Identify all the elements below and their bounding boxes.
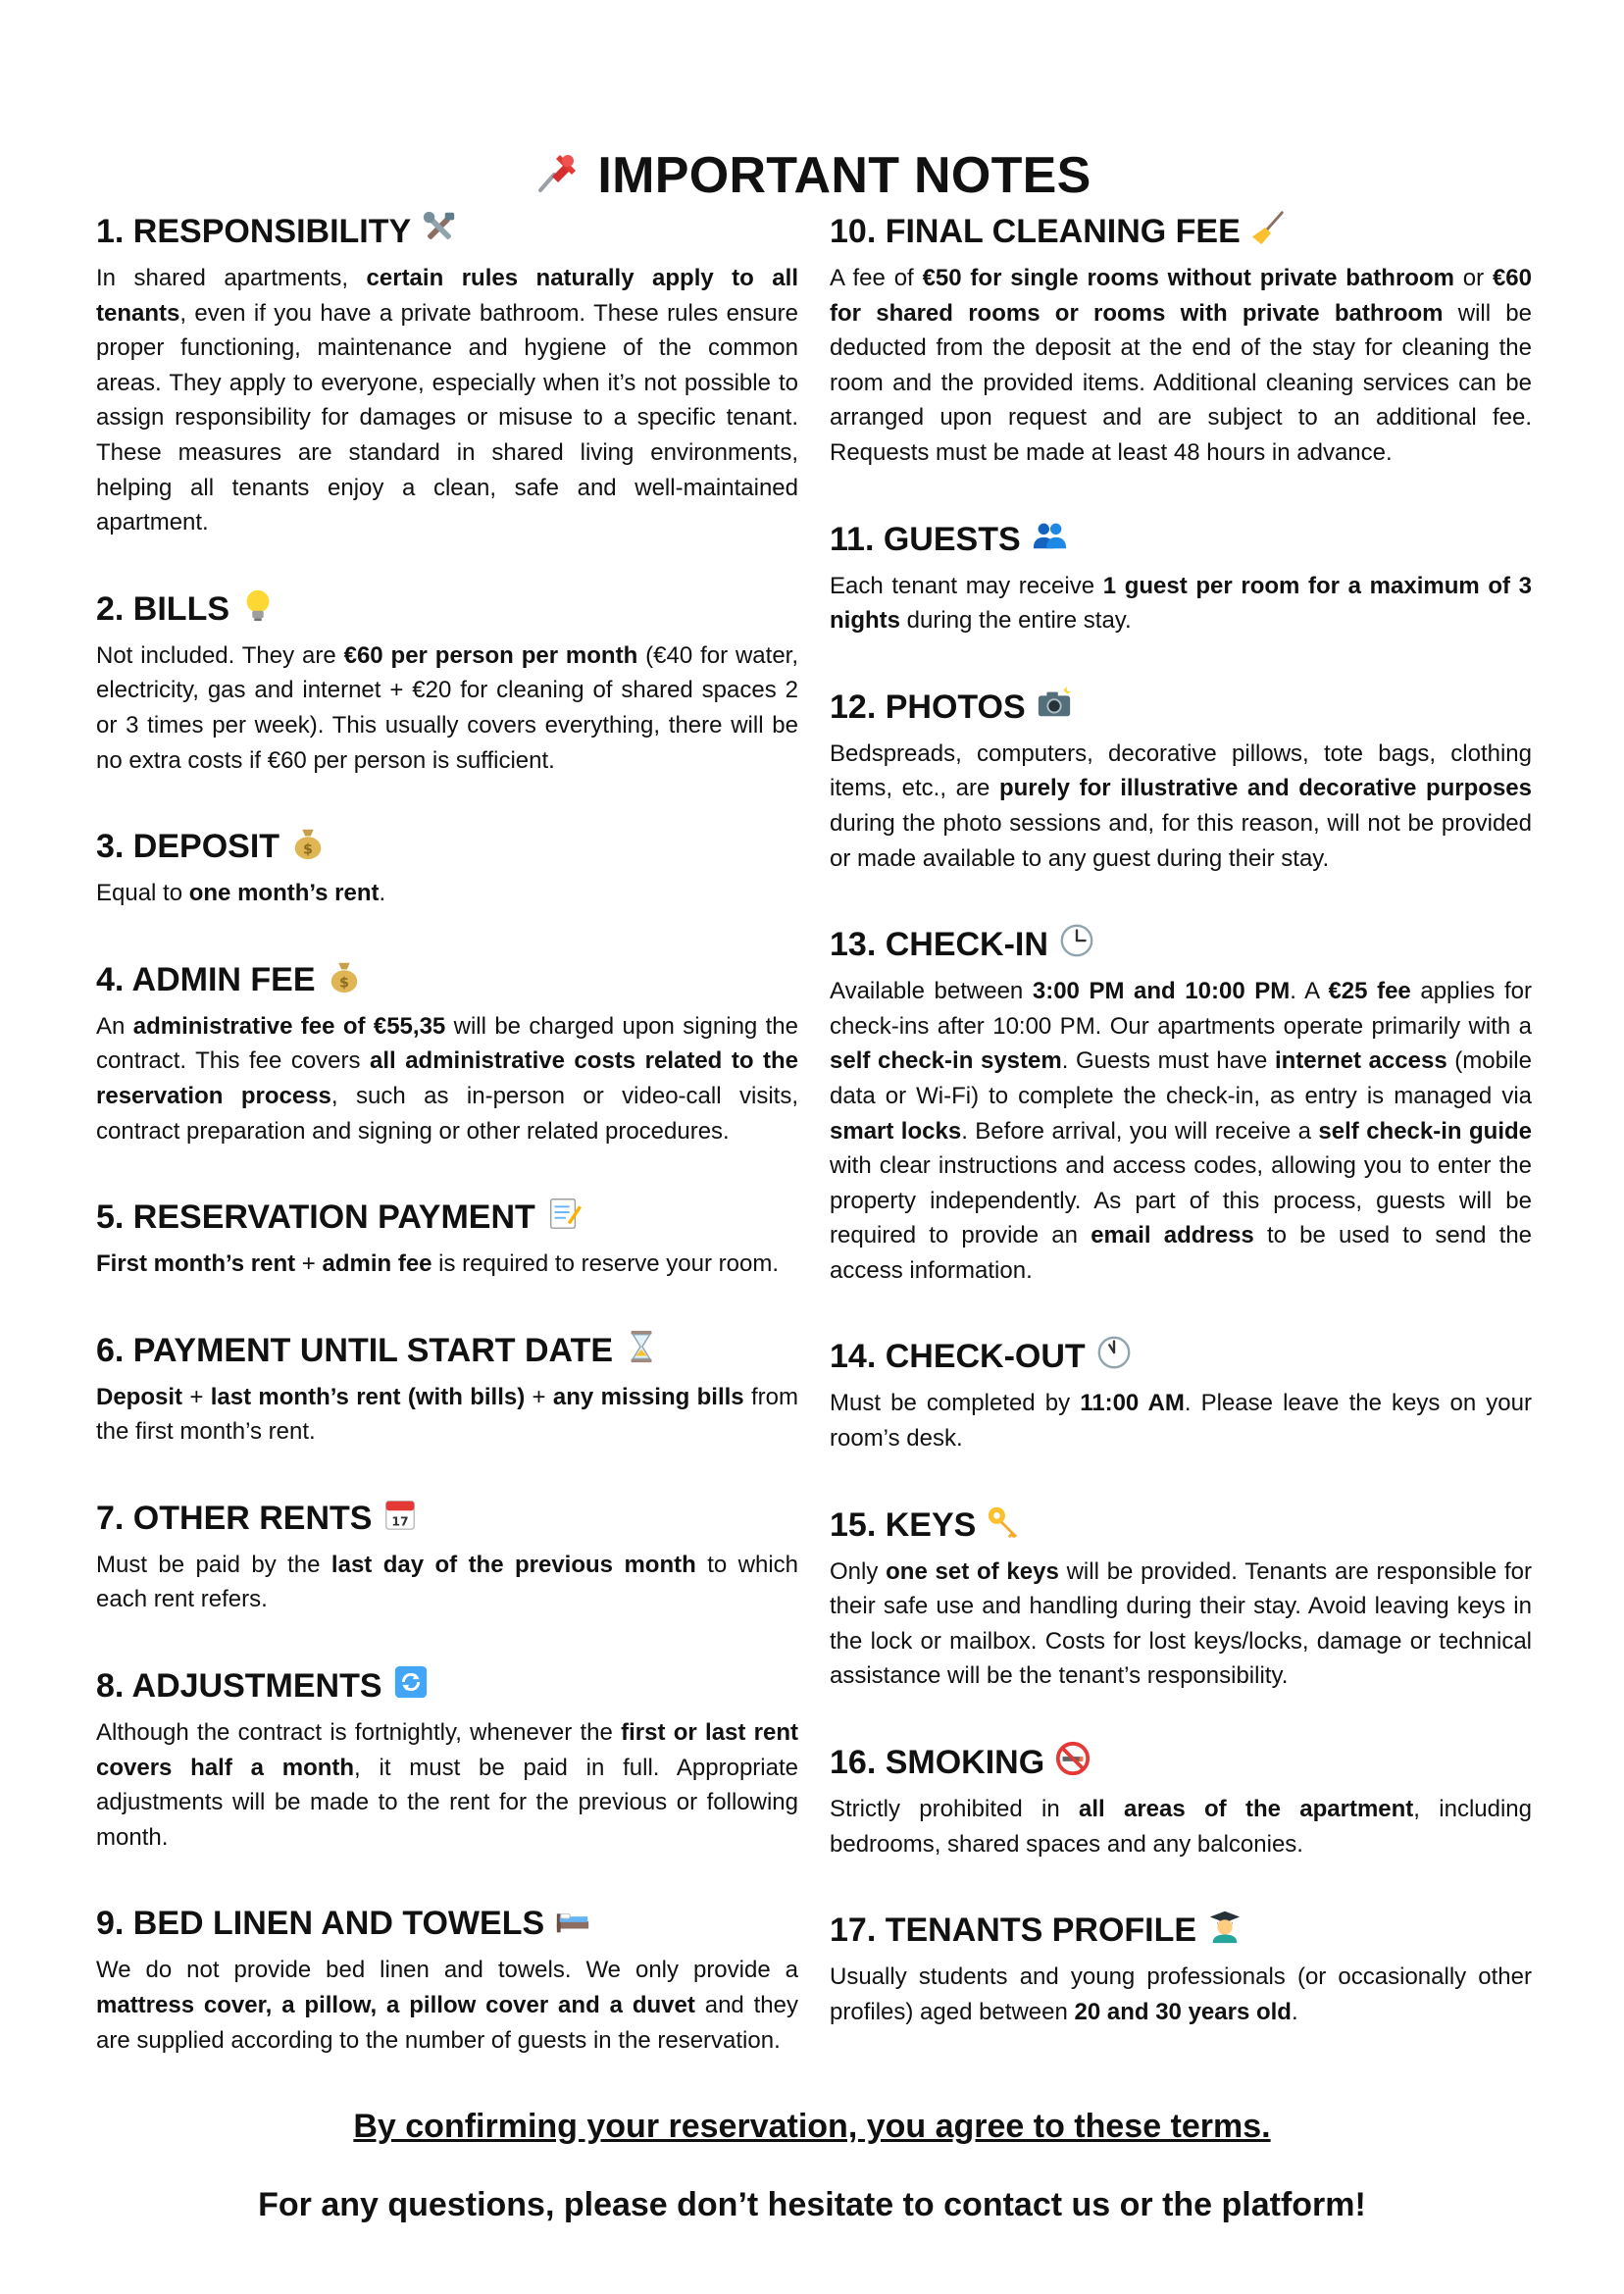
section-check-in (830, 919, 1532, 1288)
clock-eleven-icon (1095, 1334, 1133, 1371)
body-text: Bedspreads, computers, decorative pillows, tote bags, clothing items, etc., are (830, 739, 1532, 802)
section-heading-text: 14. CHECK-OUT (830, 1338, 1086, 1376)
section-heading-text: 9. BED LINEN AND TOWELS (96, 1905, 545, 1943)
body-text: applies for check-ins after 10:00 PM. Our apartments operate primarily with a (830, 978, 1532, 1040)
people-icon (1031, 517, 1068, 554)
section-body (96, 1715, 798, 1855)
section-heading (830, 919, 1532, 970)
emphasis-text: 3:00 PM and 10:00 PM (1032, 978, 1291, 1005)
body-text: with clear instructions and access codes, allowing you to enter the property independently. As part of this process, guests will be required to provide an (830, 1152, 1532, 1249)
section-body (830, 1386, 1532, 1455)
emphasis-text: administrative fee of €55,35 (132, 1012, 446, 1040)
body-text: Strictly prohibited in (830, 1796, 1079, 1823)
section-heading (96, 1660, 798, 1711)
emphasis-text: any missing bills (552, 1383, 744, 1410)
emphasis-text: first or last rent covers half a month (96, 1719, 798, 1781)
section-heading (96, 206, 798, 257)
section-heading-text: 10. FINAL CLEANING FEE (830, 213, 1241, 250)
body-text: Available between (830, 978, 1033, 1005)
section-body (96, 1380, 798, 1450)
body-text: Equal to (96, 880, 189, 907)
emphasis-text: €25 fee (1328, 978, 1411, 1005)
section-heading-text: 3. DEPOSIT (96, 828, 280, 866)
section-heading (830, 514, 1532, 565)
body-text: , even if you have a private bathroom. These rules ensure proper functioning, maintenance and hygiene of the common areas. They apply to everyone, especially when it’s not possible to assign responsibility for damages or misuse to a specific tenant. These measures are standard in shared living environments, helping all tenants enjoy a clean, safe and well-maintained apartment. (96, 299, 798, 536)
section-body (96, 1247, 798, 1282)
section-heading-text: 5. RESERVATION PAYMENT (96, 1198, 535, 1237)
body-text: during the photo sessions and, for this reason, will not be provided or made available to any guest during their stay. (830, 809, 1532, 872)
section-tenants-profile (830, 1905, 1532, 2029)
body-text: during the entire stay. (900, 607, 1132, 635)
no-smoking-icon (1054, 1740, 1091, 1777)
section-heading (96, 1493, 798, 1544)
body-text: will be charged upon signing the contract. This fee covers (96, 1012, 798, 1075)
section-heading (830, 1737, 1532, 1788)
section-check-out (830, 1331, 1532, 1455)
section-guests (830, 514, 1532, 638)
section-heading (96, 1898, 798, 1949)
emphasis-text: one set of keys (886, 1557, 1059, 1585)
section-smoking (830, 1737, 1532, 1861)
section-body (830, 569, 1532, 638)
section-heading-text: 4. ADMIN FEE (96, 960, 316, 998)
memo-icon (545, 1195, 583, 1232)
page-title-text: IMPORTANT NOTES (597, 146, 1091, 204)
section-heading-text: 12. PHOTOS (830, 688, 1026, 726)
body-text: will be deducted from the deposit at the end of the stay for cleaning the room and the provided items. Additional cleaning services can be arranged upon request and are subject to an additional fee. Requests must be made at least 48 hours in advance. (830, 299, 1533, 466)
clock-three-icon (1058, 922, 1095, 959)
section-adjustments (96, 1660, 798, 1855)
body-text: . Please leave the keys on your room’s desk. (830, 1390, 1532, 1453)
section-heading (830, 1500, 1532, 1551)
section-body (830, 974, 1532, 1288)
body-text: (mobile data or Wi-Fi) to complete the check-in, as entry is managed via (830, 1047, 1532, 1109)
student-icon (1206, 1908, 1243, 1945)
section-heading (96, 821, 798, 872)
body-text: is required to reserve your room. (431, 1250, 779, 1278)
body-text: Must be paid by the (96, 1551, 331, 1578)
body-text: , such as in-person or video-call visits, contract preparation and signing or other related procedures. (96, 1082, 798, 1145)
body-text: . (379, 880, 386, 907)
body-text: We do not provide bed linen and towels. We only provide a (96, 1957, 798, 1984)
body-text: . Guests must have (1061, 1047, 1275, 1075)
section-heading-text: 8. ADJUSTMENTS (96, 1667, 382, 1706)
emphasis-text: certain rules naturally apply to all tenants (96, 265, 798, 327)
section-heading (830, 1331, 1532, 1382)
emphasis-text: self check-in guide (1318, 1117, 1533, 1145)
page-title (0, 140, 1624, 215)
body-text: + (295, 1250, 323, 1278)
emphasis-text: smart locks (830, 1117, 962, 1145)
section-body (96, 876, 798, 911)
tools-icon (421, 209, 458, 246)
body-text: A fee of (830, 265, 923, 291)
body-text: + (525, 1383, 553, 1410)
section-body (96, 261, 798, 540)
section-bills (96, 584, 798, 778)
section-heading-text: 1. RESPONSIBILITY (96, 213, 412, 250)
emphasis-text: last day of the previous month (330, 1551, 696, 1578)
body-text: (€40 for water, electricity, gas and internet + €20 for cleaning of shared spaces 2 or 3 times per week). This usually covers everything, there will be no extra costs if €60 per person is sufficient. (96, 641, 799, 774)
broom-icon (1250, 209, 1288, 246)
lightbulb-icon (239, 586, 277, 624)
calendar-icon (381, 1496, 419, 1533)
emphasis-text: all areas of the apartment (1079, 1796, 1414, 1823)
body-text: In shared apartments, (96, 265, 367, 291)
emphasis-text: one month’s rent (188, 880, 380, 907)
section-body (830, 1792, 1532, 1861)
emphasis-text: €60 for shared rooms or rooms with private bathroom (830, 265, 1532, 327)
hourglass-icon (623, 1328, 660, 1365)
body-text: . A (1290, 978, 1329, 1005)
section-body (830, 1555, 1532, 1694)
section-heading-text: 17. TENANTS PROFILE (830, 1912, 1197, 1950)
section-reservation-payment (96, 1192, 798, 1282)
cycle-arrows-icon (392, 1663, 430, 1701)
emphasis-text: 11:00 AM (1080, 1390, 1185, 1417)
section-body (96, 1548, 798, 1617)
emphasis-text: self check-in system (830, 1047, 1062, 1075)
body-text: from the first month’s rent. (96, 1383, 798, 1446)
terms-agreement: By confirming your reservation, you agree to these terms. (353, 2108, 1271, 2145)
section-other-rents (96, 1493, 798, 1617)
section-body (96, 1009, 798, 1148)
section-heading (96, 584, 798, 635)
body-text: will be provided. Tenants are responsible for their safe use and handling during their stay. Avoid leaving keys in the lock or mailbox. Costs for lost keys/locks, damage or technical assistance will be the tenant’s responsibility. (830, 1557, 1533, 1690)
camera-icon (1036, 685, 1073, 722)
bed-icon (554, 1901, 591, 1938)
section-heading-text: 16. SMOKING (830, 1744, 1045, 1782)
body-text: Not included. They are (96, 641, 344, 669)
body-text: and they are supplied according to the number of guests in the reservation. (96, 1992, 798, 2054)
emphasis-text: purely for illustrative and decorative purposes (998, 775, 1532, 802)
section-body (96, 1953, 798, 2058)
section-heading (830, 682, 1532, 733)
body-text: , it must be paid in full. Appropriate adjustments will be made to the rent for the previous or following month. (96, 1754, 798, 1851)
section-heading (830, 206, 1532, 257)
body-text: + (182, 1383, 211, 1410)
emphasis-text: €60 per person per month (343, 641, 638, 669)
emphasis-text: last month’s rent (with bills) (210, 1383, 526, 1410)
section-heading-text: 13. CHECK-IN (830, 926, 1048, 964)
body-text: Usually students and young professionals (or occasionally other profiles) aged between (830, 1963, 1532, 2025)
svg-text:$: $ (338, 975, 349, 992)
section-body (830, 737, 1532, 876)
emphasis-text: all administrative costs related to the reservation process (96, 1047, 798, 1109)
money-bag-icon (289, 824, 327, 861)
emphasis-text: Deposit (96, 1383, 183, 1410)
section-photos (830, 682, 1532, 876)
svg-text:17: 17 (391, 1514, 410, 1529)
section-admin-fee (96, 954, 798, 1148)
section-heading (96, 1325, 798, 1376)
left-column (96, 206, 798, 2101)
section-heading-text: 11. GUESTS (830, 520, 1021, 558)
body-text: to which each rent refers. (96, 1551, 798, 1613)
section-keys (830, 1500, 1532, 1694)
section-payment-until-start (96, 1325, 798, 1450)
section-body (830, 1960, 1532, 2029)
body-text: Each tenant may receive (830, 572, 1103, 599)
section-deposit (96, 821, 798, 911)
body-text: An (96, 1012, 133, 1040)
body-text: Must be completed by (830, 1390, 1081, 1417)
body-text: , including bedrooms, shared spaces and any balconies. (830, 1796, 1532, 1858)
section-heading-text: 15. KEYS (830, 1505, 977, 1544)
emphasis-text: admin fee (322, 1250, 432, 1278)
section-bed-linen (96, 1898, 798, 2058)
emphasis-text: €50 for single rooms without private bathroom (922, 265, 1454, 291)
section-heading (96, 954, 798, 1005)
section-final-cleaning (830, 206, 1532, 471)
body-text: . (1291, 1998, 1298, 2025)
section-heading (96, 1192, 798, 1243)
section-heading (830, 1905, 1532, 1956)
body-text: . Before arrival, you will receive a (961, 1117, 1319, 1145)
emphasis-text: 1 guest per room for a maximum of 3 nights (830, 572, 1532, 635)
emphasis-text: internet access (1274, 1047, 1447, 1075)
section-heading-text: 6. PAYMENT UNTIL START DATE (96, 1331, 614, 1369)
emphasis-text: mattress cover, a pillow, a pillow cover and a duvet (96, 1992, 695, 2019)
money-bag-icon (326, 957, 363, 994)
right-column (830, 206, 1532, 2072)
pushpin-icon (533, 144, 582, 215)
body-text: to be used to send the access information. (830, 1222, 1533, 1284)
body-text: Although the contract is fortnightly, whenever the (96, 1719, 622, 1747)
section-body (96, 638, 798, 778)
emphasis-text: email address (1091, 1222, 1254, 1249)
key-icon (986, 1503, 1023, 1540)
emphasis-text: First month’s rent (96, 1250, 296, 1278)
section-responsibility (96, 206, 798, 540)
section-heading-text: 7. OTHER RENTS (96, 1499, 373, 1537)
contact-note: For any questions, please don’t hesitate to contact us or the platform! (258, 2186, 1366, 2223)
svg-text:$: $ (303, 841, 314, 858)
emphasis-text: 20 and 30 years old (1074, 1998, 1292, 2025)
body-text: or (1453, 265, 1493, 291)
body-text: Only (830, 1557, 887, 1585)
section-body (830, 261, 1532, 471)
section-heading-text: 2. BILLS (96, 589, 230, 628)
